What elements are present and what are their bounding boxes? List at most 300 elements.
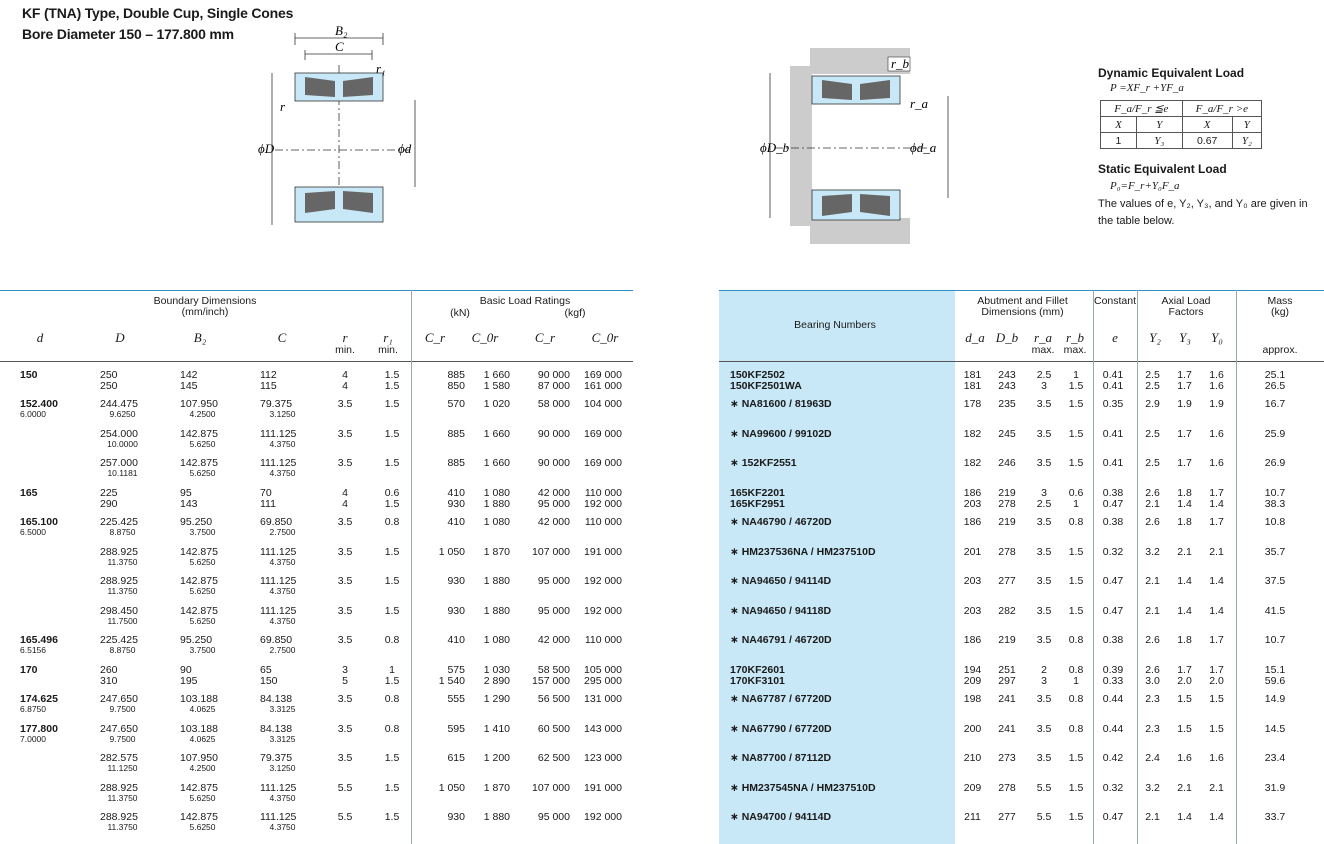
abutment-header-2: Dimensions (mm) — [981, 306, 1064, 318]
cell-y2: 2.6 2.1 — [1145, 487, 1160, 510]
cell-num: ∗ NA46790 / 46720D — [730, 516, 832, 528]
b2-label: B₂ — [335, 25, 348, 38]
cell-y0: 1.7 — [1209, 516, 1224, 528]
cell-D_in: 8.8750 — [109, 645, 136, 655]
cell-Db: 219 278 — [998, 487, 1016, 510]
cell-rb: 1.5 — [1068, 782, 1084, 794]
cell-r: 3 5 — [342, 664, 348, 687]
cell-num: 165KF2201 165KF2951 — [730, 487, 785, 510]
col-r: r — [342, 330, 348, 345]
cell-cr2: 107 000 — [532, 546, 570, 558]
cell-rb: 1.5 — [1068, 398, 1084, 410]
cell-cor2: 192 000 — [584, 811, 622, 823]
cell-y2: 2.6 — [1145, 634, 1160, 646]
cell-mass: 35.7 — [1264, 546, 1286, 558]
cell-y0: 1.5 — [1209, 723, 1224, 735]
cell-Db: 278 — [998, 546, 1016, 558]
cell-y0: 1.7 1.4 — [1209, 487, 1224, 510]
cell-da: 182 — [963, 428, 982, 440]
cell-B2_in: 5.6250 — [189, 468, 216, 478]
y-value-2: Y₂ — [1232, 133, 1261, 149]
cell-cr2: 56 500 — [537, 693, 570, 705]
cell-rb: 1.5 — [1068, 811, 1084, 823]
cell-B2_in: 3.7500 — [189, 527, 216, 537]
cell-cr2: 42 000 — [537, 516, 570, 528]
cell-cr: 885 — [447, 457, 465, 469]
cell-B2: 142.875 — [180, 782, 218, 794]
cell-ra: 5.5 — [1036, 782, 1052, 794]
cell-y3: 2.1 — [1177, 546, 1192, 558]
cell-e: 0.41 — [1102, 428, 1124, 440]
cell-D: 225 290 — [100, 487, 118, 510]
cell-B2_in: 5.6250 — [189, 822, 216, 832]
cell-cor2: 104 000 — [584, 398, 622, 410]
cell-Db: 282 — [998, 605, 1016, 617]
col-ra: r_a — [1033, 330, 1053, 345]
cell-d: 170 — [20, 664, 38, 676]
cell-r: 3.5 — [337, 457, 353, 469]
cell-D_in: 11.3750 — [107, 793, 138, 803]
cell-cr: 570 — [447, 398, 465, 410]
cell-cr: 410 — [447, 516, 465, 528]
cell-y0: 2.1 — [1209, 546, 1224, 558]
cell-y2: 2.3 — [1145, 693, 1160, 705]
cell-y3: 1.4 — [1177, 575, 1192, 587]
cell-cor: 1 410 — [483, 723, 510, 735]
cell-rb: 1.5 — [1068, 457, 1084, 469]
cell-e: 0.47 — [1102, 605, 1124, 617]
cell-mass: 25.9 — [1264, 428, 1286, 440]
cell-e: 0.44 — [1102, 723, 1124, 735]
cell-B2_in: 3.7500 — [189, 645, 216, 655]
kn-unit: (kN) — [450, 307, 470, 319]
cell-cr: 885 — [447, 428, 465, 440]
cell-e: 0.32 — [1102, 546, 1124, 558]
cell-num: ∗ NA87700 / 87112D — [730, 752, 832, 764]
cell-d_in: 6.5156 — [20, 645, 46, 655]
cell-B2: 142 145 — [180, 369, 198, 392]
cell-r1: 1.5 — [384, 605, 400, 617]
cell-D: 282.575 — [100, 752, 138, 764]
col-db: D_b — [995, 330, 1019, 345]
cell-r1: 0.8 — [384, 723, 400, 735]
cell-num: ∗ NA67787 / 67720D — [730, 693, 832, 705]
cell-r1: 1 1.5 — [384, 664, 400, 687]
cell-y0: 2.1 — [1209, 782, 1224, 794]
cell-cr2: 42 000 95 000 — [537, 487, 570, 510]
cell-d: 165.496 — [20, 634, 58, 646]
cell-D: 257.000 — [100, 457, 138, 469]
cell-cr: 410 930 — [447, 487, 465, 510]
cell-Db: 273 — [998, 752, 1016, 764]
cell-rb: 1.5 — [1068, 546, 1084, 558]
cell-C_in: 4.3750 — [269, 439, 296, 449]
cell-da: 198 — [963, 693, 982, 705]
cell-mass: 31.9 — [1264, 782, 1286, 794]
cell-B2_in: 5.6250 — [189, 557, 216, 567]
kgf-unit: (kgf) — [564, 307, 586, 319]
cell-ra: 3.5 — [1036, 428, 1052, 440]
cell-D_in: 8.8750 — [109, 527, 136, 537]
cell-rb: 1.5 — [1068, 428, 1084, 440]
cell-cor: 1 020 — [483, 398, 510, 410]
cell-e: 0.38 — [1102, 634, 1124, 646]
cell-ra: 2.5 3 — [1036, 369, 1052, 392]
cell-da: 194 209 — [963, 664, 982, 687]
cell-C: 111.125 — [260, 811, 297, 823]
cell-D_in: 11.3750 — [107, 557, 138, 567]
cell-e: 0.41 0.41 — [1102, 369, 1124, 392]
cell-D_in: 10.0000 — [107, 439, 138, 449]
cell-C_in: 4.3750 — [269, 616, 296, 626]
cell-C: 69.850 — [260, 516, 293, 528]
cell-mass: 26.9 — [1264, 457, 1286, 469]
cell-mass: 10.8 — [1264, 516, 1286, 528]
cell-y0: 1.7 — [1209, 634, 1224, 646]
y-value-1: Y₃ — [1136, 133, 1182, 149]
r1-label: r₁ — [376, 61, 386, 76]
cell-B2_in: 5.6250 — [189, 586, 216, 596]
cell-D: 244.475 — [100, 398, 138, 410]
cell-cr: 410 — [447, 634, 465, 646]
cell-rb: 0.8 1 — [1068, 664, 1084, 687]
load-factor-table — [1100, 100, 1262, 149]
cell-C: 111.125 — [260, 546, 297, 558]
cell-ra: 3.5 — [1036, 634, 1052, 646]
cell-da: 203 — [963, 575, 982, 587]
col-rb: r_b — [1065, 330, 1085, 345]
phi-d-bore-label: ϕd — [398, 141, 412, 156]
cell-r: 3.5 — [337, 693, 353, 705]
cell-C: 111.125 — [260, 605, 297, 617]
cell-cr: 1 050 — [438, 546, 465, 558]
cell-mass: 14.5 — [1264, 723, 1286, 735]
cell-D_in: 10.1181 — [107, 468, 138, 478]
cell-r: 3.5 — [337, 546, 353, 558]
cell-r1: 1.5 — [384, 428, 400, 440]
cell-B2: 142.875 — [180, 605, 218, 617]
cell-e: 0.47 — [1102, 811, 1124, 823]
col-y2: Y₂ — [1149, 330, 1161, 345]
ra-max: max. — [1031, 344, 1055, 356]
cell-cr2: 60 500 — [537, 723, 570, 735]
cell-B2: 103.188 — [180, 723, 218, 735]
cell-cor: 1 660 — [483, 457, 510, 469]
cell-ra: 3.5 — [1036, 693, 1052, 705]
cell-B2: 142.875 — [180, 811, 218, 823]
cell-Db: 241 — [998, 693, 1016, 705]
cell-r: 4 4 — [342, 487, 348, 510]
abutment-header: Abutment and Fillet — [977, 295, 1068, 307]
cell-Db: 219 — [998, 516, 1016, 528]
bore-diameter-subtitle: Bore Diameter 150 – 177.800 mm — [22, 26, 234, 42]
cell-B2: 107.950 — [180, 398, 218, 410]
cell-cor2: 131 000 — [584, 693, 622, 705]
cell-D: 288.925 — [100, 546, 138, 558]
col-r1: r₁ — [383, 330, 393, 345]
cell-cor: 1 200 — [483, 752, 510, 764]
cell-cor: 1 880 — [483, 811, 510, 823]
cell-B2_in: 5.6250 — [189, 793, 216, 803]
cell-d: 150 — [20, 369, 38, 381]
cell-cor: 1 030 2 890 — [483, 664, 510, 687]
axial-header: Axial Load — [1161, 295, 1211, 307]
cell-cor2: 169 000 — [584, 457, 622, 469]
cell-cr: 885 850 — [447, 369, 465, 392]
cell-e: 0.32 — [1102, 782, 1124, 794]
cell-cor2: 110 000 — [584, 516, 622, 528]
mounting-diagram — [760, 48, 950, 245]
cell-mass: 10.7 — [1264, 634, 1286, 646]
boundary-header — [100, 296, 310, 318]
phi-da-label: ϕd_a — [910, 140, 937, 155]
cell-cr2: 58 500 157 000 — [532, 664, 570, 687]
cell-mass: 15.1 59.6 — [1264, 664, 1286, 687]
cell-e: 0.47 — [1102, 575, 1124, 587]
cell-mass: 33.7 — [1264, 811, 1286, 823]
cell-cor: 1 880 — [483, 575, 510, 587]
cell-C_in: 2.7500 — [269, 527, 296, 537]
cell-D: 225.425 — [100, 634, 138, 646]
cell-num: 150KF2502 150KF2501WA — [730, 369, 802, 392]
cell-cr: 555 — [447, 693, 465, 705]
cell-cor: 1 880 — [483, 605, 510, 617]
cell-d: 177.800 — [20, 723, 58, 735]
cell-cor2: 192 000 — [584, 605, 622, 617]
x-header-1: X — [1101, 117, 1137, 133]
cell-cor2: 105 000 295 000 — [584, 664, 622, 687]
mass-unit: (kg) — [1270, 306, 1290, 318]
cell-d_in: 6.5000 — [20, 527, 46, 537]
cell-y2: 2.4 — [1145, 752, 1160, 764]
cell-num: ∗ NA67790 / 67720D — [730, 723, 832, 735]
cell-cr2: 107 000 — [532, 782, 570, 794]
cell-C: 79.375 — [260, 398, 293, 410]
x-value-1: 1 — [1101, 133, 1137, 149]
cell-Db: 245 — [998, 428, 1016, 440]
cell-C_in: 4.3750 — [269, 793, 296, 803]
cell-d: 165.100 — [20, 516, 58, 528]
cell-B2: 95 143 — [180, 487, 198, 510]
static-load-formula: P₀=F_r+Y₀F_a — [1110, 180, 1180, 192]
cell-num: ∗ HM237536NA / HM237510D — [730, 546, 876, 558]
cell-ra: 3.5 — [1036, 546, 1052, 558]
cell-cr2: 95 000 — [537, 811, 570, 823]
cell-mass: 41.5 — [1264, 605, 1286, 617]
cell-y3: 1.8 — [1177, 516, 1192, 528]
cell-mass: 14.9 — [1264, 693, 1286, 705]
cell-r1: 1.5 — [384, 782, 400, 794]
cell-cor2: 169 000 161 000 — [584, 369, 622, 392]
cell-y3: 2.1 — [1177, 782, 1192, 794]
cell-rb: 1.5 — [1068, 752, 1084, 764]
cell-y3: 1.7 1.7 — [1177, 369, 1192, 392]
cell-D: 288.925 — [100, 575, 138, 587]
cell-B2: 95.250 — [180, 516, 213, 528]
cell-y2: 2.5 — [1145, 457, 1160, 469]
cell-D: 254.000 — [100, 428, 138, 440]
cell-cor2: 123 000 — [584, 752, 622, 764]
c-label: C — [335, 39, 344, 54]
dynamic-load-title: Dynamic Equivalent Load — [1098, 66, 1245, 80]
col-c: C — [277, 330, 287, 345]
rb-max: max. — [1063, 344, 1087, 356]
cell-ra: 2 3 — [1041, 664, 1047, 687]
cell-r: 3.5 — [337, 575, 353, 587]
cell-B2: 95.250 — [180, 634, 213, 646]
cell-ra: 3.5 — [1036, 516, 1052, 528]
cell-y3: 1.5 — [1177, 693, 1192, 705]
cond-le-e: F_a/F_r ≦e — [1101, 101, 1183, 117]
cell-y3: 1.6 — [1177, 752, 1192, 764]
cell-cr2: 90 000 — [537, 457, 570, 469]
cell-C: 69.850 — [260, 634, 293, 646]
cell-C: 111.125 — [260, 782, 297, 794]
cell-y2: 2.6 — [1145, 516, 1160, 528]
cell-cr2: 95 000 — [537, 605, 570, 617]
cell-da: 201 — [963, 546, 982, 558]
cell-y0: 1.7 2.0 — [1209, 664, 1224, 687]
cell-cor: 1 290 — [483, 693, 510, 705]
cell-rb: 0.8 — [1068, 516, 1084, 528]
cell-r1: 1.5 — [384, 811, 400, 823]
cell-da: 181 181 — [963, 369, 982, 392]
cell-num: ∗ NA94650 / 94114D — [730, 575, 832, 587]
cell-y2: 2.9 — [1145, 398, 1160, 410]
cell-cr2: 58 000 — [537, 398, 570, 410]
cell-D_in: 11.3750 — [107, 586, 138, 596]
cell-B2: 142.875 — [180, 575, 218, 587]
mass-approx: approx. — [1262, 344, 1298, 356]
cell-d: 152.400 — [20, 398, 58, 410]
cell-y2: 3.2 — [1145, 546, 1160, 558]
cell-D_in: 9.6250 — [109, 409, 136, 419]
cell-cor2: 110 000 — [584, 634, 622, 646]
cell-cr2: 62 500 — [537, 752, 570, 764]
cell-d_in: 7.0000 — [20, 734, 46, 744]
col-D: D — [115, 330, 125, 345]
cell-y3: 1.8 — [1177, 634, 1192, 646]
cell-cr: 615 — [447, 752, 465, 764]
page-title: KF (TNA) Type, Double Cup, Single Cones — [22, 5, 294, 21]
cell-ra: 3.5 — [1036, 575, 1052, 587]
cell-y2: 2.5 2.5 — [1145, 369, 1160, 392]
cell-y0: 1.6 — [1209, 428, 1224, 440]
cell-da: 211 — [964, 811, 981, 823]
cell-e: 0.38 — [1102, 516, 1124, 528]
cell-C: 111.125 — [260, 428, 297, 440]
cell-C_in: 3.1250 — [269, 409, 296, 419]
r-label: r — [280, 99, 286, 114]
cell-mass: 10.7 38.3 — [1264, 487, 1286, 510]
cell-rb: 1 1.5 — [1068, 369, 1084, 392]
cell-C: 111.125 — [260, 457, 297, 469]
cell-num: ∗ HM237545NA / HM237510D — [730, 782, 876, 794]
cell-e: 0.38 0.47 — [1102, 487, 1124, 510]
cell-e: 0.44 — [1102, 693, 1124, 705]
cell-ra: 3.5 — [1036, 605, 1052, 617]
cell-y2: 2.6 3.0 — [1145, 664, 1160, 687]
cell-y3: 1.7 — [1177, 457, 1192, 469]
cell-C: 79.375 — [260, 752, 293, 764]
cell-D_in: 9.7500 — [109, 734, 136, 744]
cell-D: 225.425 — [100, 516, 138, 528]
axial-header-2: Factors — [1168, 306, 1204, 318]
cell-r: 5.5 — [337, 782, 353, 794]
cell-r: 4 4 — [342, 369, 348, 392]
y-header-1: Y — [1136, 117, 1182, 133]
cell-cr: 595 — [447, 723, 465, 735]
cell-num: ∗ NA94700 / 94114D — [730, 811, 832, 823]
cell-num: ∗ NA94650 / 94118D — [730, 605, 832, 617]
cell-d: 174.625 — [20, 693, 58, 705]
col-y0: Y₀ — [1211, 330, 1223, 345]
cell-y3: 1.5 — [1177, 723, 1192, 735]
rb-label: r_b — [891, 56, 910, 71]
boundary-unit: (mm/inch) — [181, 306, 229, 318]
cell-D_in: 9.7500 — [109, 704, 136, 714]
cell-y0: 1.6 — [1209, 457, 1224, 469]
cell-r: 3.5 — [337, 516, 353, 528]
cell-y3: 1.8 1.4 — [1177, 487, 1192, 510]
cell-num: ∗ NA81600 / 81963D — [730, 398, 832, 410]
cell-da: 182 — [963, 457, 982, 469]
r-min: min. — [335, 344, 355, 356]
cell-ra: 3.5 — [1036, 398, 1052, 410]
r1-min: min. — [378, 344, 398, 356]
col-b2: B₂ — [193, 330, 207, 345]
cell-r: 3.5 — [337, 752, 353, 764]
cell-C: 112 115 — [260, 369, 277, 392]
cell-num: ∗ NA46791 / 46720D — [730, 634, 832, 646]
cell-B2_in: 5.6250 — [189, 439, 216, 449]
bearing-numbers-header: Bearing Numbers — [794, 319, 876, 331]
cell-D: 247.650 — [100, 723, 138, 735]
cell-Db: 251 297 — [998, 664, 1016, 687]
cell-y2: 3.2 — [1145, 782, 1160, 794]
cell-y0: 1.6 1.6 — [1209, 369, 1224, 392]
cell-Db: 278 — [998, 782, 1016, 794]
cell-cor: 1 080 — [483, 634, 510, 646]
cell-cr: 1 050 — [438, 782, 465, 794]
cell-B2_in: 5.6250 — [189, 616, 216, 626]
cell-cr2: 90 000 87 000 — [537, 369, 570, 392]
cell-rb: 0.8 — [1068, 634, 1084, 646]
cell-y2: 2.1 — [1145, 575, 1160, 587]
cell-B2: 142.875 — [180, 546, 218, 558]
cell-y3: 1.7 2.0 — [1177, 664, 1192, 687]
cell-Db: 235 — [998, 398, 1016, 410]
cell-Db: 246 — [998, 457, 1016, 469]
col-da: d_a — [965, 330, 985, 345]
cell-B2_in: 4.2500 — [189, 763, 216, 773]
cell-cr2: 95 000 — [537, 575, 570, 587]
cell-B2_in: 4.0625 — [189, 734, 216, 744]
cell-cor: 1 080 1 880 — [483, 487, 510, 510]
col-d: d — [36, 330, 44, 345]
cell-num: ∗ NA99600 / 99102D — [730, 428, 832, 440]
cell-B2_in: 4.0625 — [189, 704, 216, 714]
cell-da: 209 — [963, 782, 982, 794]
cell-d_in: 6.8750 — [20, 704, 46, 714]
cell-y0: 1.5 — [1209, 693, 1224, 705]
cell-cr2: 90 000 — [537, 428, 570, 440]
cell-r1: 1.5 — [384, 752, 400, 764]
cell-da: 200 — [963, 723, 982, 735]
cell-da: 186 — [963, 516, 982, 528]
cell-D: 260 310 — [100, 664, 118, 687]
cell-r: 3.5 — [337, 723, 353, 735]
